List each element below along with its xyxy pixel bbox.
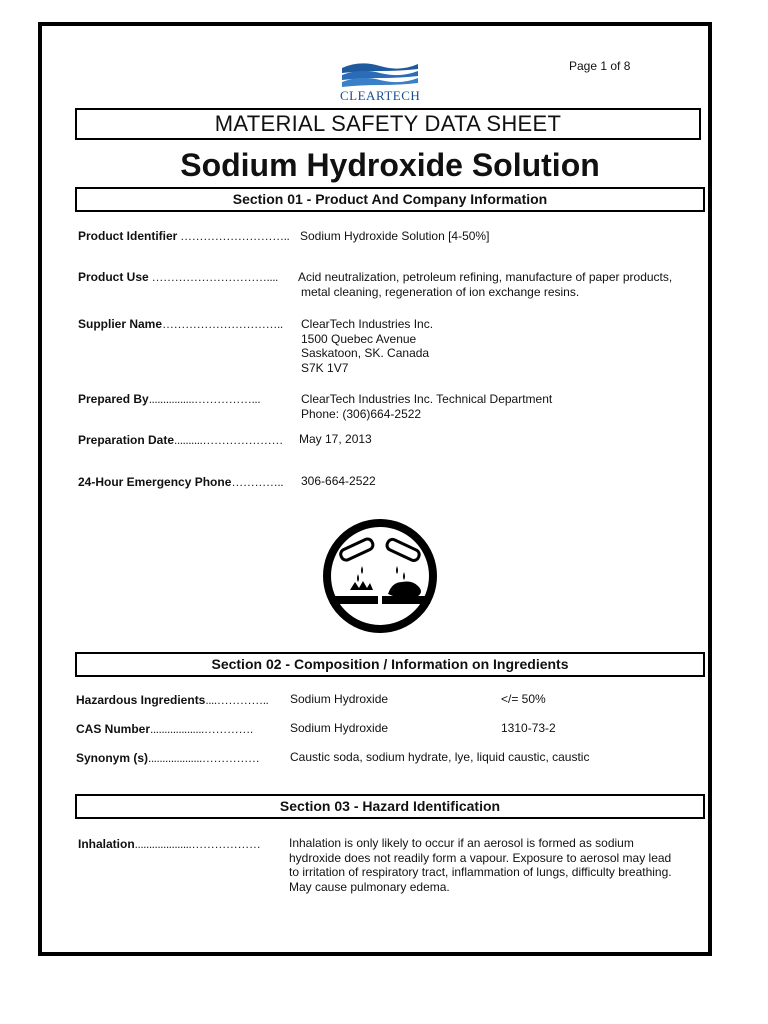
preparation-date-value: May 17, 2013 xyxy=(299,432,372,446)
hazardous-ingredient-name: Sodium Hydroxide xyxy=(290,692,389,706)
cas-ingredient-name: Sodium Hydroxide xyxy=(290,721,389,735)
product-use-label: Product Use ………………………….... xyxy=(78,270,278,284)
emergency-phone-label: 24-Hour Emergency Phone………….. xyxy=(78,475,284,489)
inhalation-value: Inhalation is only likely to occur if an aerosol is formed as sodium hydroxide does not readily form a vapour. Exposure to aerosol may lead to irritation of respiratory tract, inflammation of lungs, difficulty breathing. May cause pulmonary edema. xyxy=(289,836,672,894)
supplier-address: ClearTech Industries Inc. 1500 Quebec Avenue Saskatoon, SK. Canada S7K 1V7 xyxy=(301,317,434,375)
preparation-date-label: Preparation Date..........………………… xyxy=(78,433,283,447)
corrosive-symbol-icon xyxy=(322,518,438,634)
product-use-value: Acid neutralization, petroleum refining, manufacture of paper products, metal cleaning, regeneration of ion exchange resins. xyxy=(298,270,673,299)
product-identifier-label: Product Identifier ……………………….. xyxy=(78,229,290,243)
emergency-phone-value: 306-664-2522 xyxy=(301,474,376,488)
cas-number-label: CAS Number...................…………. xyxy=(76,722,253,736)
prepared-by-value: ClearTech Industries Inc. Technical Department Phone: (306)664-2522 xyxy=(301,392,553,421)
synonyms-label: Synonym (s)...................…………… xyxy=(76,751,260,765)
cas-number-value: 1310-73-2 xyxy=(501,721,556,735)
product-identifier-value: Sodium Hydroxide Solution [4-50%] xyxy=(300,229,490,243)
document-title: MATERIAL SAFETY DATA SHEET xyxy=(75,108,701,140)
prepared-by-label: Prepared By................……………... xyxy=(78,392,261,406)
section-03-header: Section 03 - Hazard Identification xyxy=(75,794,705,819)
cleartech-logo xyxy=(340,60,420,104)
section-01-header: Section 01 - Product And Company Information xyxy=(75,187,705,212)
page-number: Page 1 of 8 xyxy=(569,59,631,73)
hazardous-ingredient-amount: </= 50% xyxy=(501,692,546,706)
logo-wordmark: CLEARTECH xyxy=(340,88,421,103)
section-02-header: Section 02 - Composition / Information on Ingredients xyxy=(75,652,705,677)
product-title: Sodium Hydroxide Solution xyxy=(180,147,600,183)
supplier-name-label: Supplier Name………………………….. xyxy=(78,317,283,331)
synonyms-value: Caustic soda, sodium hydrate, lye, liquid caustic, caustic xyxy=(290,750,590,764)
cleartech-waves-logo-icon xyxy=(340,60,420,90)
hazardous-ingredients-label: Hazardous Ingredients....………….. xyxy=(76,693,269,707)
inhalation-label: Inhalation....................……………… xyxy=(78,837,261,851)
